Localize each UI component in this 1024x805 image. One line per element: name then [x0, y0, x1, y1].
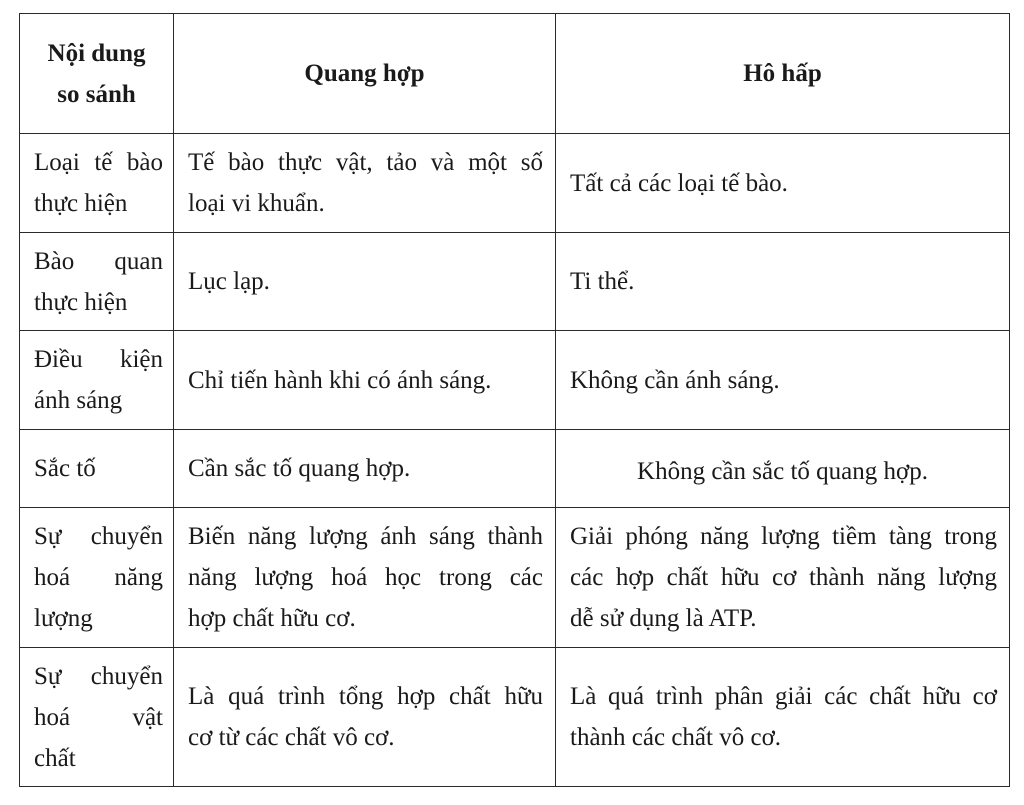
respiration-cell — [556, 508, 1010, 648]
comparison-table — [19, 13, 1010, 787]
respiration-cell — [556, 331, 1010, 430]
cell-line: Ti thể. — [570, 268, 635, 295]
criterion-cell — [20, 508, 174, 648]
table-row — [20, 331, 1010, 430]
photosynthesis-cell — [174, 430, 556, 508]
criterion-line: Bào quan — [34, 247, 163, 275]
cell-line: Giải phóng năng lượng tiềm tàng trong — [570, 523, 997, 550]
header-criteria — [20, 14, 174, 134]
table-row — [20, 233, 1010, 331]
photosynthesis-cell — [174, 233, 556, 331]
criterion-cell — [20, 134, 174, 233]
table-row — [20, 430, 1010, 508]
criterion-line: thực hiện — [34, 288, 128, 316]
cell-line: Tế bào thực vật, tảo và một số — [188, 149, 543, 176]
cell-line: Không cần ánh sáng. — [570, 366, 780, 394]
criterion-line: Điều kiện — [34, 346, 163, 373]
cell-line: hợp chất hữu cơ. — [188, 605, 356, 632]
criterion-line: lượng — [34, 605, 93, 632]
criterion-line: hoá vật — [34, 703, 163, 731]
cell-line: cơ từ các chất vô cơ. — [188, 724, 395, 751]
cell-line: các hợp chất hữu cơ thành năng lượng — [570, 564, 997, 591]
cell-line: loại vi khuẩn. — [188, 190, 325, 217]
cell-line: thành các chất vô cơ. — [570, 724, 782, 751]
cell-line: Lục lạp. — [188, 268, 270, 295]
respiration-cell — [556, 233, 1010, 331]
criterion-line: thực hiện — [34, 190, 128, 217]
respiration-cell: Không cần sắc tố quang hợp. — [556, 430, 1010, 508]
header-criteria-line: so sánh — [57, 80, 136, 108]
photosynthesis-cell — [174, 508, 556, 648]
respiration-cell — [556, 648, 1010, 787]
criterion-line: Sắc tố — [34, 455, 96, 482]
criterion-line: ánh sáng — [34, 387, 123, 414]
table-row — [20, 508, 1010, 648]
criterion-cell — [20, 648, 174, 787]
photosynthesis-cell — [174, 648, 556, 787]
cell-line: năng lượng hoá học trong các — [188, 564, 543, 591]
photosynthesis-cell — [174, 134, 556, 233]
respiration-cell — [556, 134, 1010, 233]
criterion-cell — [20, 233, 174, 331]
photosynthesis-cell — [174, 331, 556, 430]
criterion-line: chất — [34, 744, 76, 772]
criterion-cell — [20, 331, 174, 430]
criterion-cell — [20, 430, 174, 508]
criterion-line: Sự chuyển — [34, 662, 163, 690]
cell-line: Chỉ tiến hành khi có ánh sáng. — [188, 366, 492, 394]
criterion-line: Loại tế bào — [34, 149, 163, 176]
header-criteria-line: Nội dung — [47, 39, 146, 67]
cell-line: dễ sử dụng là ATP. — [570, 605, 757, 632]
criterion-line: hoá năng — [34, 564, 163, 591]
cell-line: Biến năng lượng ánh sáng thành — [188, 523, 543, 550]
criterion-line: Sự chuyển — [34, 523, 163, 550]
header-photosynthesis: Quang hợp — [174, 14, 556, 134]
header-row — [20, 14, 1010, 134]
header-respiration: Hô hấp — [556, 14, 1010, 134]
cell-line: Tất cả các loại tế bào. — [570, 169, 788, 197]
table-row — [20, 134, 1010, 233]
cell-line: Cần sắc tố quang hợp. — [188, 455, 411, 482]
cell-line: Là quá trình phân giải các chất hữu cơ — [570, 683, 997, 710]
cell-line: Là quá trình tổng hợp chất hữu — [188, 683, 543, 710]
table-row — [20, 648, 1010, 787]
